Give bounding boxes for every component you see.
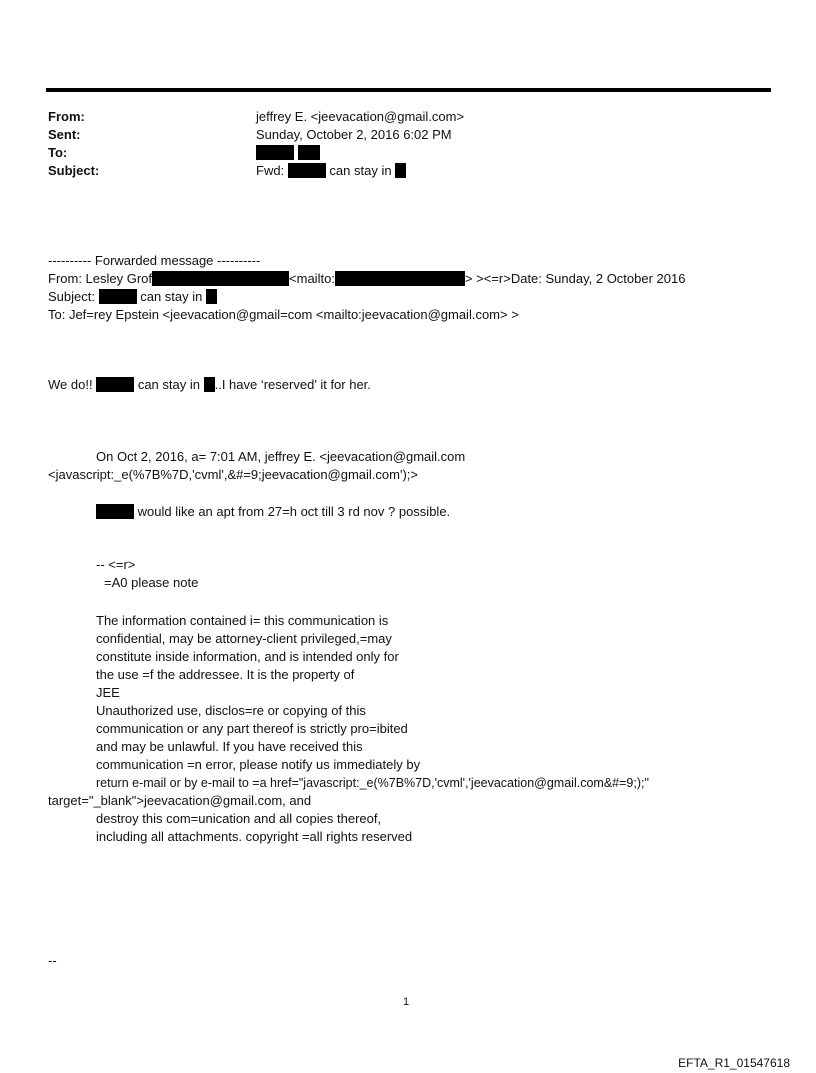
to-label: To: — [48, 145, 68, 160]
bates-number: EFTA_R1_01547618 — [678, 1056, 790, 1070]
disclaimer-line: confidential, may be attorney-client privileged,=may — [96, 631, 392, 646]
reply-line — [48, 376, 371, 394]
quoted-request-line — [96, 503, 450, 521]
subject-label: Subject: — [48, 163, 100, 178]
subject-middle: can stay in — [329, 163, 392, 178]
disclaimer-line: constitute inside information, and is intended only for — [96, 649, 399, 664]
from-label: From: — [48, 109, 85, 124]
subject-prefix: Fwd: — [256, 163, 285, 178]
disclaimer-line: destroy this com=unication and all copies thereof, — [96, 811, 382, 826]
forward-to-line: To: Jef=rey Epstein <jeevacation@gmail=com <mailto:jeevacation@gmail.com> > — [48, 307, 519, 322]
forward-mailto-prefix: <mailto: — [289, 271, 335, 286]
forward-from-prefix: From: Lesley Grof — [48, 271, 153, 286]
disclaimer-line: including all attachments. copyright =all rights reserved — [96, 829, 413, 844]
forward-from-line — [48, 270, 685, 288]
disclaimer-line: The information contained i= this communication is — [96, 613, 389, 628]
disclaimer-line: return e-mail or by e-mail to =a href="javascript:_e(%7B%7D,'cvml','jeevacation@gmail.com&#=9;);" — [96, 776, 649, 790]
from-value: jeffrey E. <jeevacation@gmail.com> — [256, 109, 465, 124]
sent-label: Sent: — [48, 127, 81, 142]
redaction-box — [288, 163, 326, 178]
redaction-box — [99, 289, 137, 304]
header-rule — [46, 88, 771, 92]
redaction-box — [96, 504, 134, 519]
disclaimer-line: target="_blank">jeevacation@gmail.com, and — [48, 793, 312, 808]
disclaimer-line: Unauthorized use, disclos=re or copying of this — [96, 703, 366, 718]
reply-reserved: ..I have ‘reserved’ it for her. — [214, 377, 371, 392]
forward-subject-line — [48, 288, 217, 306]
redaction-box — [206, 289, 217, 304]
page-number: 1 — [403, 996, 410, 1008]
quoted-js-line: <javascript:_e(%7B%7D,'cvml',&#=9;jeevacation@gmail.com');> — [48, 467, 418, 482]
quoted-on-line: On Oct 2, 2016, a= 7:01 AM, jeffrey E. <jeevacation@gmail.com — [96, 449, 466, 464]
disclaimer-line: JEE — [96, 685, 120, 700]
disclaimer-line: and may be unlawful. If you have received this — [96, 739, 363, 754]
redaction-box — [152, 271, 289, 286]
forward-subject-prefix: Subject: — [48, 289, 95, 304]
sent-value: Sunday, October 2, 2016 6:02 PM — [256, 127, 452, 142]
signature-dash: -- <=r> — [96, 557, 136, 572]
please-note: =A0 please note — [104, 575, 199, 590]
to-value — [256, 144, 320, 162]
reply-can-stay: can stay in — [137, 377, 200, 392]
redaction-box — [204, 377, 215, 392]
reply-we-do: We do!! — [48, 377, 93, 392]
redaction-box — [96, 377, 134, 392]
disclaimer-line: the use =f the addressee. It is the property of — [96, 667, 355, 682]
redaction-box — [256, 145, 294, 160]
forward-subject-middle: can stay in — [140, 289, 203, 304]
disclaimer-line: communication =n error, please notify us immediately by — [96, 757, 421, 772]
redaction-box — [335, 271, 465, 286]
redaction-box — [395, 163, 406, 178]
redaction-box — [298, 145, 320, 160]
trailing-dash: -- — [48, 953, 57, 968]
subject-value — [256, 162, 406, 180]
quoted-request: would like an apt from 27=h oct till 3 rd nov ? possible. — [137, 504, 451, 519]
forward-from-suffix: > ><=r>Date: Sunday, 2 October 2016 — [464, 271, 686, 286]
disclaimer-line: communication or any part thereof is strictly pro=ibited — [96, 721, 408, 736]
forward-separator: ---------- Forwarded message ---------- — [48, 253, 261, 268]
